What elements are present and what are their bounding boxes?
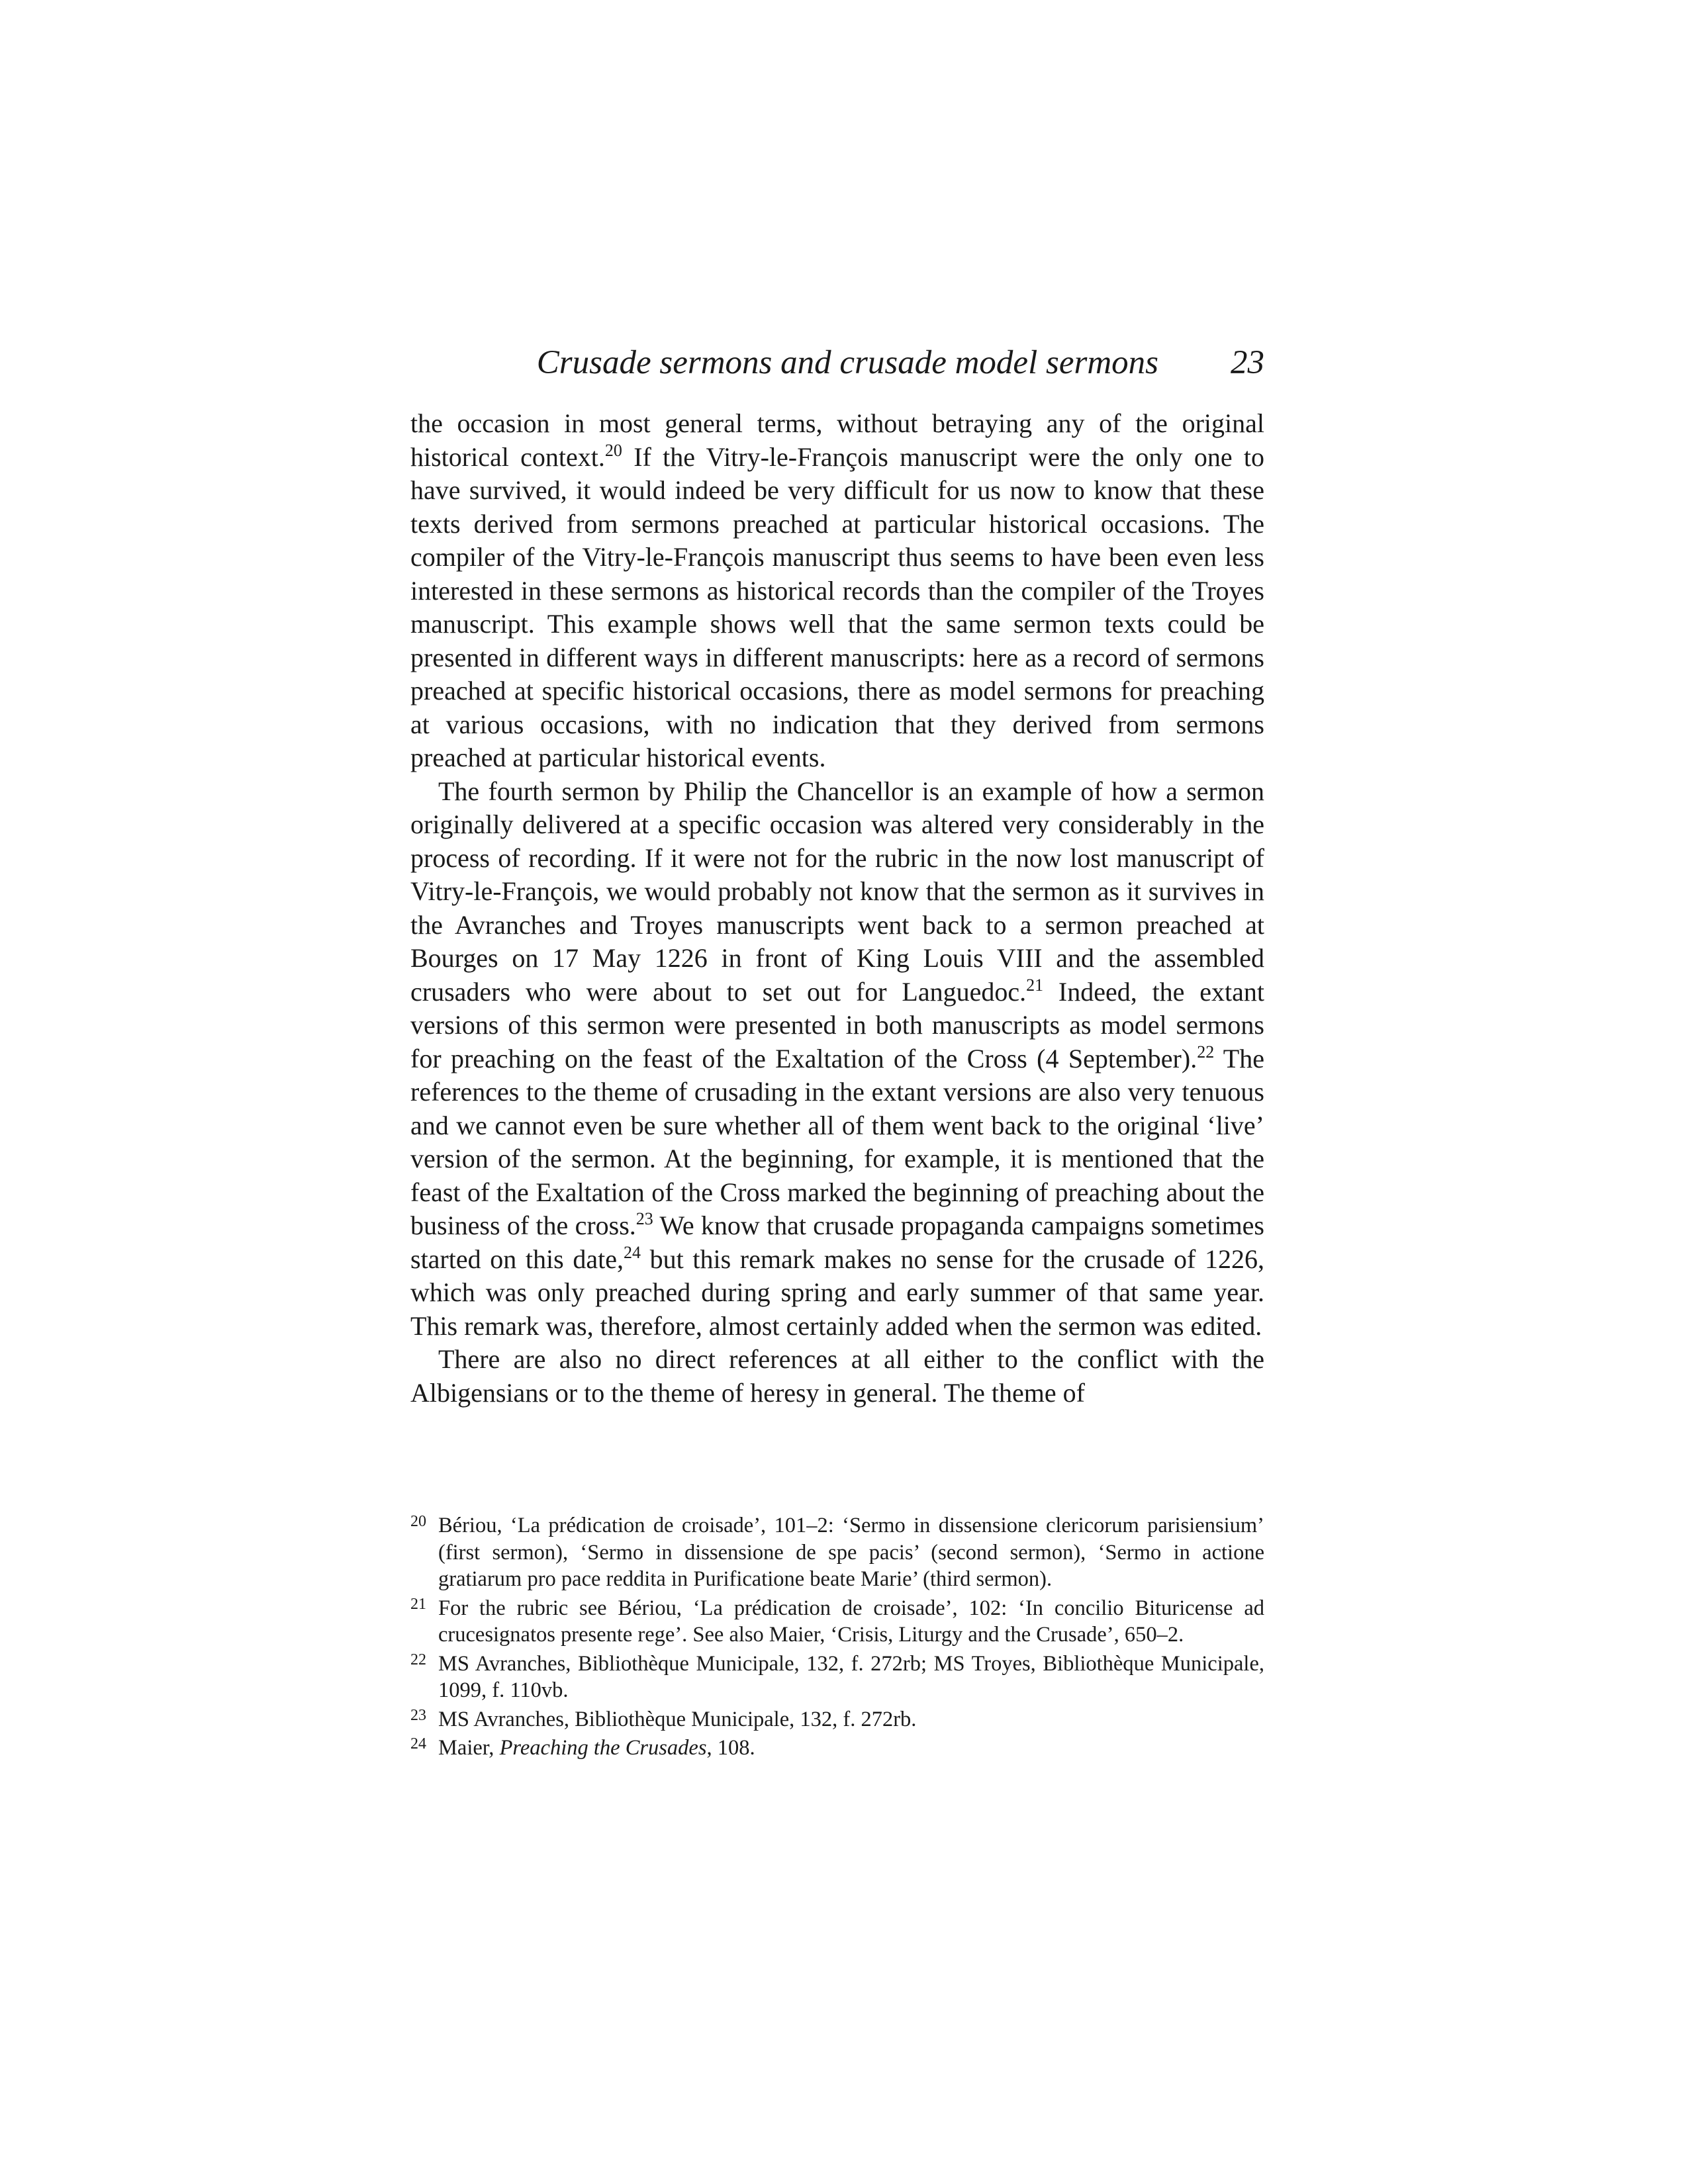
footnote-ref-24[interactable]: 24	[623, 1242, 641, 1262]
footnote-24	[410, 1735, 1264, 1762]
body-text	[410, 407, 1264, 1410]
paragraph-1-text-a: the occasion in most general terms, without betraying any of the original historical context.	[410, 408, 1264, 472]
footnote-22	[410, 1651, 1264, 1704]
footnote-text-author: Maier,	[438, 1736, 500, 1760]
footnote-20	[410, 1512, 1264, 1593]
paragraph-3: There are also no direct references at all either to the conflict with the Albigensians or to the theme of heresy in general. The theme of	[410, 1344, 1264, 1408]
footnote-ref-22[interactable]: 22	[1197, 1042, 1215, 1062]
paragraph-2	[410, 775, 1264, 1343]
footnote-number: 21	[410, 1595, 426, 1613]
footnote-number: 22	[410, 1651, 426, 1668]
paragraph-1-text-b: If the Vitry-le-François manuscript were the only one to have survived, it would indeed be very difficult for us now to know that these texts derived from sermons preached at particular historical occasions. The compiler of the Vitry-le-François manuscript thus seems to have been even less interested in these sermons as historical records than the compiler of the Troyes manuscript. This example shows well that the same sermon texts could be presented in different ways in different manuscripts: here as a record of sermons preached at specific historical occasions, there as model sermons for preaching at various occasions, with no indication that they derived from sermons preached at particular historical events.	[410, 441, 1264, 772]
footnote-text: MS Avranches, Bibliothèque Municipale, 132, f. 272rb.	[438, 1707, 917, 1731]
footnote-text-page: , 108.	[706, 1736, 755, 1760]
running-title: Crusade sermons and crusade model sermons	[536, 344, 1158, 381]
footnote-book-title: Preaching the Crusades	[499, 1736, 707, 1760]
paragraph-2-text-d: We know that crusade propaganda campaigns sometimes started on this date,	[410, 1210, 1265, 1274]
footnote-ref-20[interactable]: 20	[604, 440, 622, 460]
footnote-number: 20	[410, 1513, 426, 1530]
paragraph-2-text-c: The references to the theme of crusading in the extant versions are also very tenuous and we cannot even be sure whether all of them went back to the original ‘live’ version of the sermon. At the beginning, for example, it is mentioned that the feast of the Exaltation of the Cross marked the beginning of preaching about the business of the cross.	[410, 1043, 1264, 1240]
footnote-text	[438, 1736, 755, 1760]
footnote-number: 24	[410, 1735, 426, 1752]
footnote-text: MS Avranches, Bibliothèque Municipale, 132, f. 272rb; MS Troyes, Bibliothèque Municipale, 1099, f. 110vb.	[438, 1651, 1264, 1702]
page-number: 23	[1231, 344, 1264, 381]
paragraph-2-text-b: Indeed, the extant versions of this sermon were presented in both manuscripts as model sermons for preaching on the feast of the Exaltation of the Cross (4 September).	[410, 976, 1264, 1073]
footnotes	[410, 1512, 1264, 1764]
footnote-23	[410, 1706, 1264, 1733]
paragraph-1	[410, 407, 1264, 775]
paragraph-2-text-a: The fourth sermon by Philip the Chancellor is an example of how a sermon originally delivered at a specific occasion was altered very considerably in the process of recording. If it were not for the rubric in the now lost manuscript of Vitry-le-François, we would probably not know that the sermon as it survives in the Avranches and Troyes manuscripts went back to a sermon preached at Bourges on 17 May 1226 in front of King Louis VIII and the assembled crusaders who were about to set out for Languedoc.	[410, 776, 1264, 1007]
footnote-text: Bériou, ‘La prédication de croisade’, 101–2: ‘Sermo in dissensione clericorum parisiensium’ (first sermon), ‘Sermo in dissensione de spe pacis’ (second sermon), ‘Sermo in actione gratiarum pro pace reddita in Purificatione beate Marie’ (third sermon).	[438, 1514, 1264, 1591]
footnote-text: For the rubric see Bériou, ‘La prédication de croisade’, 102: ‘In concilio Bituricense ad crucesignatos presente rege’. See also Maier, ‘Crisis, Liturgy and the Crusade’, 650–2.	[438, 1596, 1264, 1647]
running-head	[410, 339, 1264, 387]
footnote-ref-21[interactable]: 21	[1026, 975, 1044, 995]
footnote-ref-23[interactable]: 23	[635, 1209, 653, 1228]
footnote-number: 23	[410, 1706, 426, 1724]
footnote-21	[410, 1595, 1264, 1649]
paragraph-2-text-e: but this remark makes no sense for the crusade of 1226, which was only preached during spring and early summer of that same year. This remark was, therefore, almost certainly added when the sermon was edited.	[410, 1244, 1264, 1341]
